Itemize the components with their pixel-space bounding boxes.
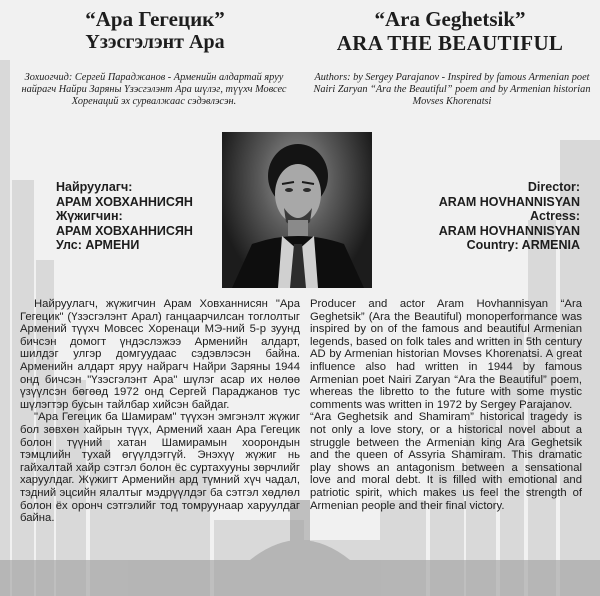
mongolian-paragraph-1: Найруулагч, жүжигчин Арам Ховханнисян "Ара Гегецик" (Үзэсгэлэнт Арал) ганцаарчилсан тоглолтыг Армений түүхч Мовсес Хоренаци МЭ-ний 5-р зуунд бичсэн домогт үндэслэжээ Арменийн алдарт, шилдэг улгэр домгуудаас сэдэвлэсэн байна. Арменийн алдарт яруу найрагч Найри Заряны 1944 онд бичсэн "Үзэсгэлэнт Ара" шүлэг асар их нөлөө үзүүлсэн бөгөөд 1972 онд Сергей Параджанов тус шүлэгтэр бусын тайлбар хийсэн байдаг.: [20, 298, 300, 411]
english-actor-label: Actress:: [529, 209, 580, 223]
english-paragraph-2: “Ara Geghetsik and Shamiram” historical tragedy is not only a love story, or a historical novel about a struggle between the Armenian king Ara Geghetsik and the queen of Assyria Shamiram. This dramatic play shows an antagonism between a sensational love and moral debt. It is filled with emotional and patriotic spirit, which makes us feel the strength of Armenian people and their final victory.: [310, 411, 582, 512]
mongolian-actor-label: Жүжигчин:: [56, 209, 123, 223]
english-paragraph-1: Producer and actor Aram Hovhannisyan “Ara Geghetsik” (Ara the Beautiful) monoperformance was inspired by on of the famous and beautiful Armenian legends, based on folk tales and written in 5th century AD by Armenian historian Movses Khorenatsi. A great influence also had written in 1944 by famous Armenian poet Nairi Zaryan “Ara the Beautiful” poem, whereas the libretto to the future with some mystic comments was written in 1972 by Sergey Parajanov.: [310, 298, 582, 411]
english-director-name: ARAM HOVHANNISYAN: [438, 194, 580, 209]
english-director-label: Director:: [527, 180, 580, 194]
english-body-text: [310, 298, 582, 512]
mongolian-body-text: [20, 298, 300, 525]
actor-portrait-photo: [222, 132, 372, 288]
mongolian-title-line1: “Ара Гегецик”: [85, 7, 225, 31]
mongolian-paragraph-2: "Ара Гегецик ба Шамирам" түүхэн эмгэнэлт жүжиг бол зөвхөн хайрын түүх, Армений хаан Ара Гегецик болон түүний хатан Шамирамын хоорондын тэмцлийн тухай өгүүлдэггүй. Энэхүү жүжиг нь гайхалтай хайр сэтгэл болон ёс суртахууны зөрчлийг харуулдаг. Жүжигт Арменийн ард түмний хүч чадал, тэдний эцсийн ялалтыг мэдрүүлдэг ба сэтгэл хөдлөл болон ёх оронч сэтгэлийг тод томруунаар харуулдаг байна.: [20, 411, 300, 525]
mongolian-director-label: Найруулагч:: [56, 180, 133, 194]
english-title-line2: ARA THE BEAUTIFUL: [336, 31, 564, 56]
english-title-block: [310, 8, 590, 54]
mongolian-credits-roles: [56, 180, 193, 253]
mongolian-actor-name: АРАМ ХОВХАННИСЯН: [56, 223, 193, 238]
english-credits-roles: [439, 180, 580, 253]
mongolian-title-line2: Үзэсгэлэнт Ара: [85, 31, 225, 54]
mongolian-title-block: [20, 8, 290, 53]
english-credits: Authors: by Sergey Parajanov - Inspired by famous Armenian poet Nairi Zaryan “Ara the Beautiful” poem and by Armenian historian Movses Khorenatsi: [313, 72, 591, 107]
mongolian-country: Улс: АРМЕНИ: [56, 238, 140, 252]
english-actor-name: ARAM HOVHANNISYAN: [438, 223, 580, 238]
english-title-line1: “Ara Geghetsik”: [374, 7, 526, 31]
english-country: Country: ARMENIA: [466, 238, 580, 252]
mongolian-credits: Зохиогчид: Сергей Параджанов - Арменийн алдартай яруу найрагч Найри Заряны Үзэсгэлэнт Ара шүлэг, түүхч Мовсес Хоренаций эх сурвалжаас сэдэвлэсэн.: [21, 72, 287, 107]
mongolian-director-name: АРАМ ХОВХАННИСЯН: [56, 194, 193, 209]
